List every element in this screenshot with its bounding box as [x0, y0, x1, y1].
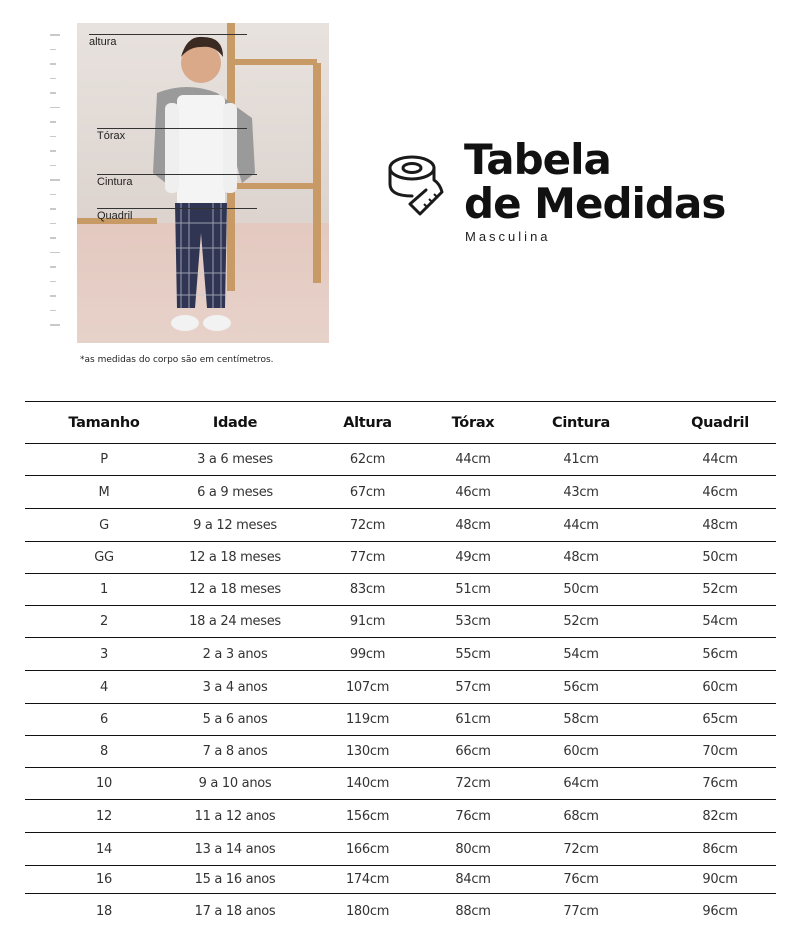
cell-altura: 166cm: [345, 841, 390, 857]
ruler-tick: [50, 266, 56, 268]
cell-quadril: 44cm: [702, 452, 738, 467]
cell-idade: 11 a 12 anos: [194, 808, 276, 824]
cell-altura: 174cm: [345, 872, 390, 887]
cell-cintura: 56cm: [563, 679, 599, 695]
column-header-quadril: Quadril: [691, 414, 749, 431]
ruler-tick: [50, 34, 60, 36]
cell-altura: 107cm: [345, 679, 390, 695]
cell-altura: 72cm: [349, 517, 386, 533]
cell-cintura: 68cm: [563, 808, 599, 824]
cell-tamanho: M: [98, 484, 110, 500]
page-title: [464, 135, 726, 228]
model-photo: [77, 23, 329, 343]
ruler-tick: [50, 208, 56, 210]
cell-torax: 61cm: [455, 712, 491, 727]
cell-altura: 67cm: [349, 484, 386, 500]
cell-quadril: 50cm: [702, 550, 738, 565]
cell-altura: 156cm: [345, 808, 390, 824]
altura-line: [89, 34, 247, 35]
cell-cintura: 48cm: [563, 550, 599, 565]
cell-quadril: 76cm: [702, 776, 738, 791]
table-row: [25, 800, 776, 833]
measurement-note: *as medidas do corpo são em centímetros.: [80, 355, 274, 365]
cell-quadril: 46cm: [702, 484, 738, 500]
cintura-line: [97, 174, 257, 175]
cell-idade: 9 a 12 meses: [193, 517, 277, 533]
cell-idade: 9 a 10 anos: [198, 776, 272, 791]
cell-altura: 99cm: [349, 646, 386, 662]
cell-torax: 76cm: [455, 808, 491, 824]
cell-altura: 62cm: [349, 452, 386, 467]
title-line-1: Tabela: [464, 135, 611, 184]
cell-quadril: 86cm: [702, 841, 738, 857]
cell-cintura: 54cm: [563, 646, 599, 662]
column-header-idade: Idade: [212, 414, 258, 431]
table-header-row: [25, 402, 776, 444]
cell-tamanho: 1: [100, 582, 108, 597]
cell-quadril: 54cm: [702, 614, 738, 629]
cell-cintura: 77cm: [563, 903, 599, 919]
cell-cintura: 58cm: [563, 712, 599, 727]
table-row: [25, 894, 776, 928]
height-ruler: [48, 28, 62, 328]
table-row: [25, 736, 776, 768]
ruler-tick: [50, 150, 56, 152]
ruler-tick: [50, 107, 60, 109]
cell-torax: 80cm: [455, 841, 491, 857]
cell-idade: 15 a 16 anos: [194, 872, 276, 887]
ruler-tick: [50, 281, 56, 283]
table-row: [25, 509, 776, 542]
cell-cintura: 76cm: [563, 872, 599, 887]
table-row: [25, 768, 776, 800]
ruler-tick: [50, 63, 56, 65]
title-line-2: de Medidas: [464, 179, 726, 228]
cell-altura: 140cm: [345, 776, 390, 791]
table-row: [25, 606, 776, 638]
cell-torax: 49cm: [455, 550, 491, 565]
cell-tamanho: 12: [96, 808, 112, 824]
table-row: [25, 476, 776, 509]
ruler-tick: [50, 295, 56, 297]
cell-idade: 7 a 8 anos: [202, 744, 268, 759]
column-header-tamanho: Tamanho: [68, 414, 140, 431]
size-table: [25, 401, 776, 928]
torax-label: Tórax: [97, 130, 126, 142]
cell-quadril: 65cm: [702, 712, 738, 727]
cell-torax: 48cm: [455, 517, 491, 533]
quadril-label: Quadril: [97, 210, 133, 222]
ruler-tick: [50, 324, 60, 326]
cell-quadril: 56cm: [702, 646, 738, 662]
cell-cintura: 72cm: [563, 841, 599, 857]
cell-tamanho: GG: [94, 550, 114, 565]
table-row: [25, 542, 776, 574]
table-row: [25, 638, 776, 671]
cell-torax: 66cm: [455, 744, 491, 759]
cell-cintura: 43cm: [563, 484, 599, 500]
cell-tamanho: 16: [96, 872, 112, 887]
ruler-tick: [50, 92, 56, 94]
ruler-tick: [50, 165, 56, 167]
cell-torax: 46cm: [455, 484, 491, 500]
quadril-line: [97, 208, 257, 209]
cell-tamanho: 14: [96, 841, 112, 857]
cell-torax: 55cm: [455, 646, 491, 662]
cell-idade: 18 a 24 meses: [189, 614, 281, 629]
cell-altura: 91cm: [349, 614, 386, 629]
column-header-cintura: Cintura: [551, 414, 611, 431]
cell-idade: 5 a 6 anos: [202, 712, 268, 727]
cell-cintura: 50cm: [563, 582, 599, 597]
cell-idade: 3 a 6 meses: [197, 452, 273, 467]
cell-quadril: 90cm: [702, 872, 738, 887]
cell-torax: 88cm: [455, 903, 491, 919]
ruler-tick: [50, 223, 56, 225]
table-row: [25, 574, 776, 606]
table-row: [25, 866, 776, 894]
cell-cintura: 44cm: [563, 517, 599, 533]
cell-tamanho: 18: [96, 903, 112, 919]
cell-torax: 44cm: [455, 452, 491, 467]
cell-altura: 83cm: [349, 582, 386, 597]
cell-idade: 17 a 18 anos: [194, 903, 276, 919]
cell-tamanho: 6: [100, 712, 108, 727]
measuring-tape-icon: [386, 150, 450, 220]
table-row: [25, 444, 776, 476]
cell-tamanho: 3: [100, 646, 108, 662]
cell-tamanho: 8: [100, 744, 108, 759]
torax-line: [97, 128, 247, 129]
cell-idade: 3 a 4 anos: [202, 679, 268, 695]
cell-idade: 12 a 18 meses: [189, 550, 281, 565]
table-row: [25, 704, 776, 736]
ruler-tick: [50, 136, 56, 138]
cell-quadril: 96cm: [702, 903, 738, 919]
ruler-tick: [50, 194, 56, 196]
cell-idade: 12 a 18 meses: [189, 582, 281, 597]
cell-altura: 119cm: [345, 712, 390, 727]
ruler-tick: [50, 78, 56, 80]
altura-label: altura: [89, 36, 117, 48]
cell-tamanho: 4: [100, 679, 108, 695]
cell-torax: 51cm: [455, 582, 491, 597]
ruler-tick: [50, 179, 60, 181]
cell-quadril: 60cm: [702, 679, 738, 695]
cell-altura: 77cm: [349, 550, 386, 565]
cell-torax: 84cm: [455, 872, 491, 887]
cell-idade: 13 a 14 anos: [194, 841, 276, 857]
column-header-torax: Tórax: [451, 414, 495, 431]
ruler-tick: [50, 237, 56, 239]
cell-quadril: 82cm: [702, 808, 738, 824]
cell-tamanho: P: [100, 452, 108, 467]
cell-quadril: 70cm: [702, 744, 738, 759]
cell-quadril: 52cm: [702, 582, 738, 597]
table-row: [25, 671, 776, 704]
cell-cintura: 41cm: [563, 452, 599, 467]
ruler-tick: [50, 310, 56, 312]
ruler-tick: [50, 121, 56, 123]
cell-altura: 180cm: [345, 903, 390, 919]
cell-torax: 57cm: [455, 679, 491, 695]
cell-tamanho: G: [99, 517, 109, 533]
cell-idade: 6 a 9 meses: [197, 484, 273, 500]
cell-tamanho: 2: [100, 614, 108, 629]
page-subtitle: Masculina: [465, 229, 551, 244]
cintura-label: Cintura: [97, 176, 133, 188]
cell-cintura: 60cm: [563, 744, 599, 759]
table-row: [25, 833, 776, 866]
cell-cintura: 64cm: [563, 776, 599, 791]
cell-altura: 130cm: [345, 744, 390, 759]
cell-quadril: 48cm: [702, 517, 738, 533]
cell-cintura: 52cm: [563, 614, 599, 629]
cell-tamanho: 10: [96, 776, 112, 791]
ruler-tick: [50, 252, 60, 254]
ruler-tick: [50, 49, 56, 51]
cell-idade: 2 a 3 anos: [202, 646, 268, 662]
table-body: [25, 444, 776, 928]
column-header-altura: Altura: [343, 414, 392, 431]
cell-torax: 72cm: [455, 776, 491, 791]
cell-torax: 53cm: [455, 614, 491, 629]
